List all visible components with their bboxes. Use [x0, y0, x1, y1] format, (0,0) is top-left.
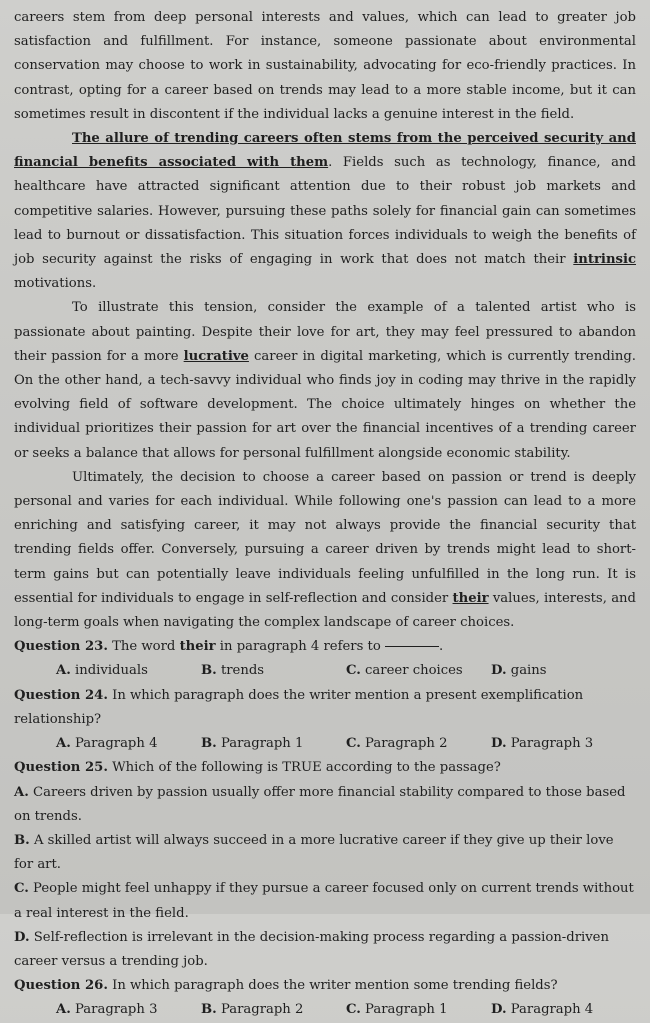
- paragraph-3-continued: [14, 6, 636, 127]
- question-24: [14, 684, 636, 732]
- paragraph-6: [14, 466, 636, 635]
- option-d[interactable]: [491, 659, 636, 683]
- option-c[interactable]: [14, 877, 636, 925]
- question-23: [14, 635, 636, 659]
- option-text: career choices: [360, 663, 463, 679]
- question-label: Question 23.: [14, 639, 108, 655]
- question-keyword: their: [179, 639, 216, 655]
- paragraph-text: To illustrate this tension, consider the example of a talented artist who is passionate about painting. Despite their love for art, they may feel pressured to abandon their passion for a more: [14, 300, 636, 364]
- question-25: [14, 756, 636, 780]
- option-a[interactable]: [56, 732, 201, 756]
- option-b[interactable]: [14, 829, 636, 877]
- option-text: Careers driven by passion usually offer more financial stability compared to those based on trends.: [14, 784, 626, 824]
- option-c[interactable]: [346, 998, 491, 1022]
- option-text: Paragraph 3: [506, 736, 594, 752]
- option-letter: C.: [14, 881, 29, 897]
- option-text: Paragraph 3: [70, 1002, 158, 1018]
- option-d[interactable]: [14, 926, 636, 974]
- question-stem: In which paragraph does the writer mention some trending fields?: [107, 978, 558, 994]
- option-text: Paragraph 1: [216, 736, 304, 752]
- option-letter: B.: [201, 1002, 217, 1018]
- option-letter: C.: [346, 663, 361, 679]
- paragraph-text: motivations.: [14, 276, 97, 292]
- option-letter: C.: [346, 1002, 361, 1018]
- option-a[interactable]: [14, 781, 636, 829]
- option-letter: A.: [56, 736, 71, 752]
- passage-and-questions: [14, 6, 636, 1023]
- paragraph-4: [14, 127, 636, 296]
- option-b[interactable]: [201, 732, 346, 756]
- option-text: Paragraph 4: [506, 1002, 594, 1018]
- question-label: Question 25.: [14, 760, 108, 776]
- option-b[interactable]: [201, 659, 346, 683]
- option-letter: B.: [201, 663, 217, 679]
- option-d[interactable]: [491, 998, 636, 1022]
- underlined-word-their: their: [452, 590, 489, 606]
- option-a[interactable]: [56, 998, 201, 1022]
- paragraph-5: [14, 296, 636, 465]
- paragraph-text: careers stem from deep personal interests and values, which can lead to greater job satisfaction and fulfillment. For instance, someone passionate about environmental conservation may choose to work in sustainability, advocating for eco-friendly practices. In contrast, opting for a career based on trends may lead to a more stable income, but it can sometimes result in discontent if the individual lacks a genuine interest in the field.: [14, 10, 636, 122]
- answer-blank: [385, 646, 439, 647]
- question-26: [14, 974, 636, 998]
- option-text: People might feel unhappy if they pursue a career focused only on current trends without a real interest in the field.: [14, 881, 634, 921]
- option-text: A skilled artist will always succeed in a more lucrative career if they give up their love for art.: [14, 832, 614, 873]
- underlined-word-intrinsic: intrinsic: [573, 252, 636, 268]
- option-a[interactable]: [56, 659, 201, 683]
- option-b[interactable]: [201, 998, 346, 1022]
- option-text: Paragraph 2: [216, 1002, 304, 1018]
- question-stem: The word: [107, 639, 180, 655]
- option-text: Paragraph 4: [70, 736, 158, 752]
- option-letter: A.: [56, 1002, 71, 1018]
- option-letter: A.: [14, 784, 29, 800]
- option-letter: A.: [56, 663, 71, 679]
- option-letter: D.: [491, 736, 507, 752]
- option-text: Paragraph 1: [360, 1002, 448, 1018]
- question-stem: Which of the following is TRUE according to the passage?: [107, 760, 501, 776]
- underlined-sentence: The allure of trending careers often stems from the perceived security and financial benefits associated with them: [14, 131, 636, 171]
- option-letter: B.: [201, 736, 217, 752]
- option-letter: D.: [491, 663, 507, 679]
- question-26-options: [14, 998, 636, 1022]
- option-c[interactable]: [346, 659, 491, 683]
- question-stem: In which paragraph does the writer mention a present exemplification relationship?: [14, 687, 584, 727]
- question-stem: .: [438, 639, 444, 655]
- question-stem: in paragraph 4 refers to: [215, 639, 385, 655]
- option-letter: D.: [491, 1002, 507, 1018]
- option-text: individuals: [70, 663, 148, 679]
- paragraph-text: values, interests, and long-term goals when navigating the complex landscape of career choices.: [14, 590, 636, 631]
- option-text: trends: [216, 663, 265, 679]
- option-text: Self-reflection is irrelevant in the decision-making process regarding a passion-driven career versus a trending job.: [14, 929, 609, 969]
- option-letter: C.: [346, 736, 361, 752]
- question-24-options: [14, 732, 636, 756]
- paragraph-text: Ultimately, the decision to choose a career based on passion or trend is deeply personal and varies for each individual. While following one's passion can lead to a more enriching and satisfying career, it may not always provide the financial security that trending fields offer. Conversely, pursuing a career driven by trends might lead to short-term gains but can potentially leave individuals feeling unfulfilled in the long run. It is essential for individuals to engage in self-reflection and consider: [14, 469, 636, 606]
- question-label: Question 24.: [14, 687, 108, 703]
- option-text: Paragraph 2: [360, 736, 448, 752]
- question-label: Question 26.: [14, 978, 108, 994]
- option-d[interactable]: [491, 732, 636, 756]
- underlined-word-lucrative: lucrative: [183, 348, 249, 364]
- option-letter: D.: [14, 929, 30, 945]
- option-c[interactable]: [346, 732, 491, 756]
- paragraph-text: . Fields such as technology, finance, and healthcare have attracted significant attention due to their robust job markets and competitive salaries. However, pursuing these paths solely for financial gain can sometimes lead to burnout or dissatisfaction. This situation forces individuals to weigh the benefits of job security against the risks of engaging in work that does not match their: [14, 155, 636, 268]
- option-text: gains: [506, 663, 547, 679]
- paragraph-text: career in digital marketing, which is currently trending. On the other hand, a tech-savvy individual who finds joy in coding may thrive in the rapidly evolving field of software development. The choice ultimately hinges on whether the individual prioritizes their passion for art over the financial incentives of a trending career or seeks a balance that allows for personal fulfillment alongside economic stability.: [14, 348, 636, 461]
- question-23-options: [14, 659, 636, 683]
- option-letter: B.: [14, 832, 30, 848]
